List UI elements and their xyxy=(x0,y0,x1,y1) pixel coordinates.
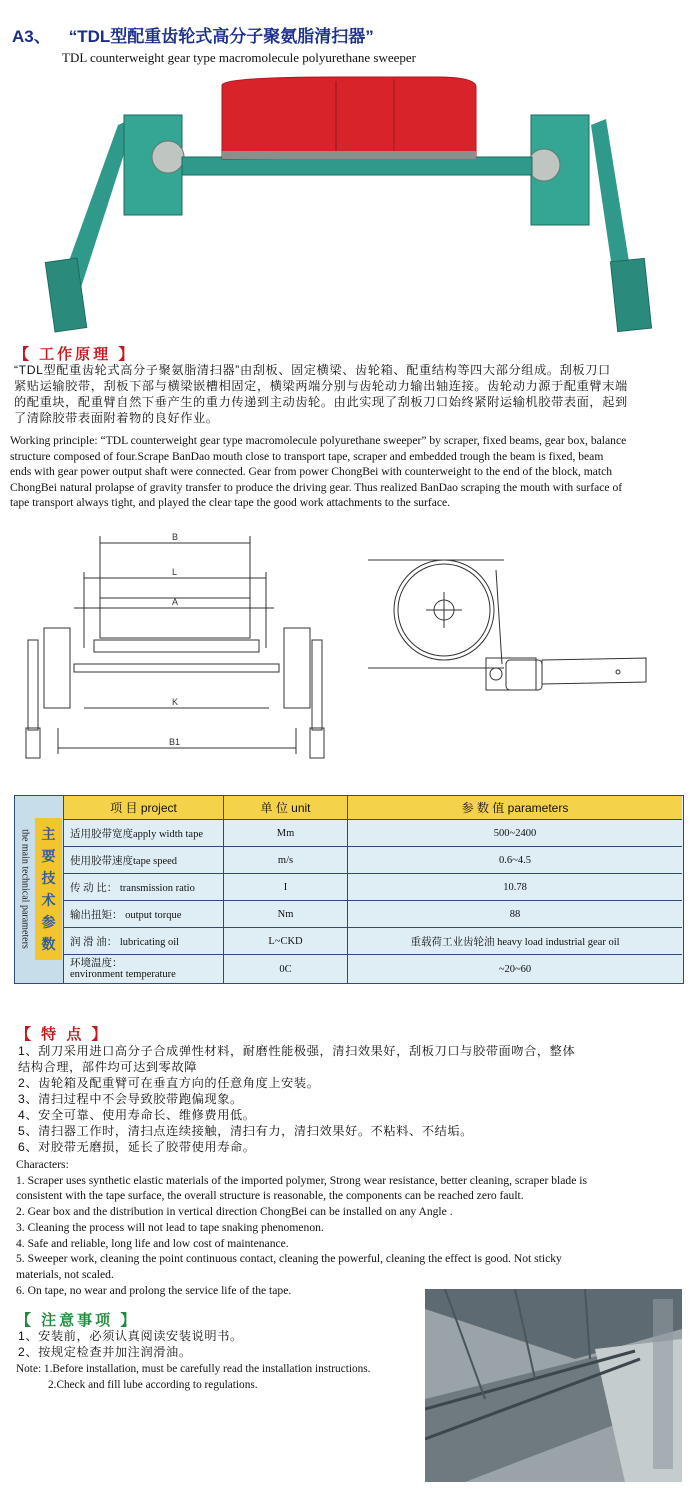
row-unit: Mm xyxy=(224,820,348,847)
cn-line: 了清除胶带表面附着物的良好作业。 xyxy=(14,411,219,425)
spec-side-cn-char: 技 xyxy=(41,870,56,886)
row-item: 润 滑 油： lubricating oil xyxy=(64,928,224,955)
row-item: 传 动 比： transmission ratio xyxy=(64,874,224,901)
row-unit: L~CKD xyxy=(224,928,348,955)
cn-line: 5、清扫器工作时，清扫点连续接触，清扫有力，清扫效果好。不粘料、不结垢。 xyxy=(18,1124,473,1138)
spec-side-cn-char: 术 xyxy=(41,892,56,908)
row-value: 88 xyxy=(348,901,682,928)
fixed-beam xyxy=(182,157,532,175)
dim-label: A xyxy=(172,597,179,607)
product-photo xyxy=(36,75,656,337)
en-line: ChongBei natural prolapse of gravity transfer to produce the driving gear. Thus realized BanDao scraping the mouth with surface of xyxy=(10,480,623,494)
cn-line: 结构合理，部件均可达到零故障 xyxy=(18,1060,198,1074)
row-value: ~20~60 xyxy=(498,963,532,975)
col-header-parameters: 参 数 值 parameters xyxy=(348,796,682,820)
row-unit: Nm xyxy=(224,901,348,928)
dim-label: B1 xyxy=(169,737,181,747)
cn-line: 6、对胶带无磨损，延长了胶带使用寿命。 xyxy=(18,1140,256,1154)
en-line: structure composed of four.Scrape BanDao mouth close to transport tape, scraper and embedded trough the beam is fixed, beam xyxy=(10,449,604,463)
row-item-en: environment temperature xyxy=(70,969,176,980)
en-line: 3. Cleaning the process will not lead to tape snaking phenomenon. xyxy=(16,1220,324,1234)
row-item: 适用胶带宽度apply width tape xyxy=(64,820,224,847)
front-view-drawing xyxy=(14,528,334,788)
en-line: 2.Check and fill lube according to regulations. xyxy=(48,1378,258,1391)
spec-side-en: the main technical parameters xyxy=(19,829,31,949)
title-cn: “TDL型配重齿轮式高分子聚氨脂清扫器” xyxy=(68,27,374,46)
en-line: tape transport always tight, and played the clear tape the good work attachments to the surface. xyxy=(10,496,451,509)
dim-label: B xyxy=(172,532,179,542)
row-value: 重载荷工业齿轮油 heavy load industrial gear oil xyxy=(348,928,682,955)
col-header-project: 项 目 project xyxy=(64,796,224,820)
en-line: Characters: xyxy=(16,1158,69,1171)
page-subtitle: TDL counterweight gear type macromolecule polyurethane sweeper xyxy=(62,50,416,65)
spec-table xyxy=(14,795,684,984)
en-line: 4. Safe and reliable, long life and low cost of maintenance. xyxy=(16,1236,289,1250)
page-title xyxy=(12,22,374,47)
row-value: 0.6~4.5 xyxy=(348,847,682,874)
row-value: 500~2400 xyxy=(348,820,682,847)
en-line: 1. Scraper uses synthetic elastic materials of the imported polymer, Strong wear resistance, better cleaning, scraper blade is xyxy=(16,1173,587,1187)
dim-label: K xyxy=(172,697,179,707)
cn-line: 1、刮刀采用进口高分子合成弹性材料，耐磨性能极强，清扫效果好，刮板刀口与胶带面吻合，整体 xyxy=(18,1044,576,1058)
col-header-unit: 单 位 unit xyxy=(224,796,348,820)
side-view-drawing xyxy=(356,548,656,708)
features-en xyxy=(16,1157,681,1298)
cn-line: 的配重块，配重臂自然下垂产生的重力传递到主动齿轮。由此实现了刮板刀口始终紧附运输机胶带表面，起到 xyxy=(14,395,628,409)
spec-side-banner xyxy=(15,796,64,983)
features-cn xyxy=(18,1043,678,1155)
en-line: ends with gear power output shaft were connected. Gear from power ChongBei with counterweight to the end of the block, match xyxy=(10,465,613,478)
spec-side-cn-char: 主 xyxy=(41,826,56,842)
row-item: 环境温度： xyxy=(70,958,123,969)
cn-line: 2、齿轮箱及配重臂可在垂直方向的任意角度上安装。 xyxy=(18,1076,320,1090)
notes-heading: 【 注意事项 】 xyxy=(16,1312,139,1329)
left-bearing xyxy=(152,141,184,173)
working-principle-en xyxy=(10,433,685,511)
spec-side-cn-char: 要 xyxy=(41,848,56,864)
working-principle-heading: 【 工作原理 】 xyxy=(14,346,137,363)
en-line: materials, not scaled. xyxy=(16,1267,114,1281)
cn-line: 2、按规定检查并加注润滑油。 xyxy=(18,1345,192,1359)
row-unit: 0C xyxy=(224,955,348,983)
polyurethane-scraper xyxy=(222,77,476,159)
cn-line: 1、安装前，必须认真阅读安装说明书。 xyxy=(18,1329,243,1343)
en-line: 6. On tape, no wear and prolong the service life of the tape. xyxy=(16,1283,292,1297)
working-principle-cn xyxy=(14,362,684,426)
cn-line: “TDL型配重齿轮式高分子聚氨脂清扫器”由刮板、固定横梁、齿轮箱、配重结构等四大部分组成。刮板刀口 xyxy=(14,363,611,377)
spec-side-cn-char: 数 xyxy=(41,936,56,952)
cn-line: 3、清扫过程中不会导致胶带跑偏现象。 xyxy=(18,1092,243,1106)
row-unit: m/s xyxy=(224,847,348,874)
row-value: 10.78 xyxy=(348,874,682,901)
row-item: 使用胶带速度tape speed xyxy=(64,847,224,874)
row-unit: I xyxy=(224,874,348,901)
en-line: Working principle: “TDL counterweight gear type macromolecule polyurethane sweeper” by scraper, fixed beams, gear box, balance xyxy=(10,434,627,447)
section-number: A3、 xyxy=(12,27,51,46)
en-line: 5. Sweeper work, cleaning the point continuous contact, cleaning the powerful, cleaning the effect is good. Not sticky xyxy=(16,1252,562,1266)
right-bearing xyxy=(528,149,560,181)
notes-cn xyxy=(18,1328,418,1360)
cn-line: 4、安全可靠、使用寿命长、维修费用低。 xyxy=(18,1108,256,1122)
en-line: 2. Gear box and the distribution in vertical direction ChongBei can be installed on any Angle . xyxy=(16,1205,453,1219)
cn-line: 紧贴运输胶带，刮板下部与横梁嵌槽相固定，横梁两端分别与齿轮动力输出轴连接。齿轮动力源于配重臂末端 xyxy=(14,379,628,393)
row-item: 输出扭矩： output torque xyxy=(64,901,224,928)
dim-label: L xyxy=(172,567,178,577)
right-counterweight xyxy=(610,258,651,331)
row-item-env xyxy=(64,955,224,983)
en-line: consistent with the tape surface, the overall structure is reasonable, the components can be reached zero fault. xyxy=(16,1189,524,1203)
site-photo xyxy=(425,1289,682,1482)
notes-en xyxy=(16,1362,421,1393)
spec-side-cn-char: 参 xyxy=(41,914,56,930)
features-heading: 【 特 点 】 xyxy=(16,1026,110,1043)
en-line: Note: 1.Before installation, must be carefully read the installation instructions. xyxy=(16,1363,371,1375)
